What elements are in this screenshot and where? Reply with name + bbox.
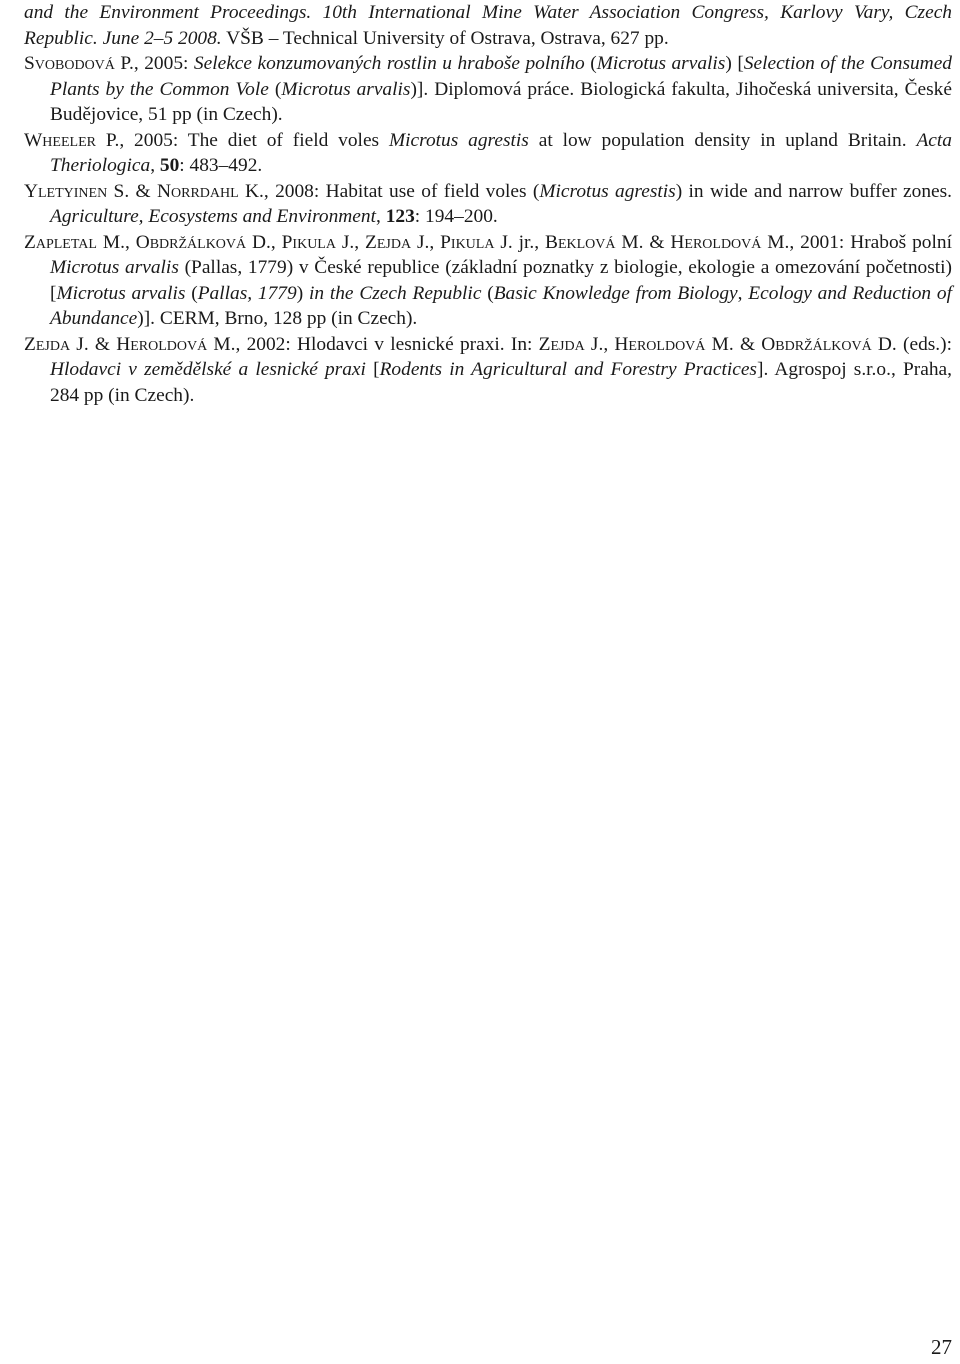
italic-text: Basic Knowledge from Biology	[493, 282, 738, 304]
author-name: Svobodová P.	[24, 53, 134, 74]
reference-entry-wheeler	[24, 128, 952, 179]
reference-entry-zejda	[24, 332, 952, 409]
reference-text: , 2005:	[133, 53, 194, 74]
reference-text: ,	[376, 206, 386, 227]
reference-text: &	[88, 333, 117, 355]
reference-text: ,	[603, 333, 615, 355]
italic-text: Microtus arvalis	[281, 78, 411, 100]
author-name: Obdržálková D.	[761, 333, 897, 355]
reference-text: jr.,	[512, 231, 546, 253]
italic-text: Microtus arvalis	[50, 257, 179, 278]
reference-text: )]. CERM, Brno, 128 pp (in Czech).	[137, 308, 418, 329]
author-name: Pikula J.	[281, 231, 355, 253]
author-name: Pikula J.	[440, 231, 513, 253]
reference-text: , 2008: Habitat use of field voles (	[263, 180, 540, 202]
reference-text: &	[643, 231, 671, 253]
reference-text: (	[584, 53, 597, 74]
reference-entry-zapletal	[24, 230, 952, 332]
reference-text: ,	[150, 155, 160, 176]
italic-text: in the Czech Republic	[308, 282, 482, 304]
italic-text: Acta Theriologica	[50, 129, 952, 176]
italic-text: Selekce konzumovaných rostlin u hraboše polního	[193, 53, 585, 74]
reference-text: )]. Diplomová práce. Biologická fakulta, Jihočeská universita, České Budějovice, 51 pp (in Czech).	[50, 78, 952, 125]
reference-text: ,	[124, 231, 136, 253]
reference-text: &	[129, 180, 157, 202]
italic-text: Microtus arvalis	[596, 53, 726, 74]
reference-text: : 483–492.	[179, 155, 263, 176]
volume-number: 50	[159, 155, 180, 176]
volume-number: 123	[385, 206, 415, 227]
reference-text: (Pallas, 1779) v České republice (základní poznatky z biologie, ekologie a omezování početnosti) [	[50, 257, 952, 304]
reference-text: (	[481, 282, 494, 304]
author-name: Norrdahl K.	[157, 180, 264, 202]
author-name: Heroldová M.	[614, 333, 734, 355]
reference-text: ,	[354, 231, 366, 253]
italic-text: Selection of the Consumed Plants by the Common Vole	[50, 53, 952, 100]
author-name: Yletyinen S.	[24, 180, 130, 202]
reference-text: (	[185, 282, 198, 304]
author-name: Heroldová M.	[670, 231, 790, 253]
reference-text: VŠB – Technical University of Ostrava, Ostrava, 627 pp.	[221, 27, 669, 49]
author-name: Heroldová M.	[116, 333, 236, 355]
italic-text: Microtus agrestis	[539, 180, 676, 202]
reference-entry-svobodova	[24, 51, 952, 128]
italic-text: and the Environment Proceedings. 10th International Mine Water Association Congress, Karlovy Vary, Czech Republic. June 2–5 2008.	[24, 2, 952, 49]
author-name: Obdržálková D.	[135, 231, 271, 253]
reference-text: (	[268, 78, 282, 100]
reference-text: ,	[429, 231, 441, 253]
reference-text: ,	[270, 231, 282, 253]
italic-text: Pallas, 1779	[197, 282, 297, 304]
italic-text: Microtus agrestis	[388, 129, 529, 151]
author-name: Wheeler P.	[24, 129, 120, 151]
italic-text: Hlodavci v zemědělské a lesnické praxi	[50, 359, 366, 380]
reference-text: at low population density in upland Britain.	[528, 129, 917, 151]
reference-text: )	[296, 282, 309, 304]
author-name: Zejda J.	[24, 333, 89, 355]
reference-list	[24, 0, 952, 408]
author-name: Zapletal M.	[24, 231, 125, 253]
italic-text: Agriculture, Ecosystems and Environment	[50, 206, 376, 227]
reference-text: : 194–200.	[414, 206, 498, 227]
reference-entry-yletyinen	[24, 179, 952, 230]
author-name: Zejda J.	[538, 333, 604, 355]
author-name: Zejda J.	[365, 231, 430, 253]
reference-text: ,	[737, 282, 749, 304]
reference-entry-continuation	[24, 0, 952, 51]
reference-text: ) in wide and narrow buffer zones.	[675, 180, 953, 202]
page-number: 27	[931, 1335, 952, 1359]
reference-text: &	[733, 333, 762, 355]
italic-text: Ecology and Reduction of Abundance	[50, 282, 952, 329]
author-name: Beklová M.	[545, 231, 644, 253]
reference-text: , 2005: The diet of field voles	[119, 129, 389, 151]
reference-text: (eds.):	[896, 333, 953, 355]
italic-text: Rodents in Agricultural and Forestry Practices	[379, 359, 757, 380]
reference-text: , 2002: Hlodavci v lesnické praxi. In:	[235, 333, 539, 355]
reference-text: , 2001: Hraboš polní	[789, 231, 952, 253]
italic-text: Microtus arvalis	[56, 282, 186, 304]
reference-text: [	[365, 359, 380, 380]
reference-text: ) [	[725, 53, 744, 74]
reference-text: ]. Agrospoj s.r.o., Praha, 284 pp (in Czech).	[50, 359, 952, 406]
